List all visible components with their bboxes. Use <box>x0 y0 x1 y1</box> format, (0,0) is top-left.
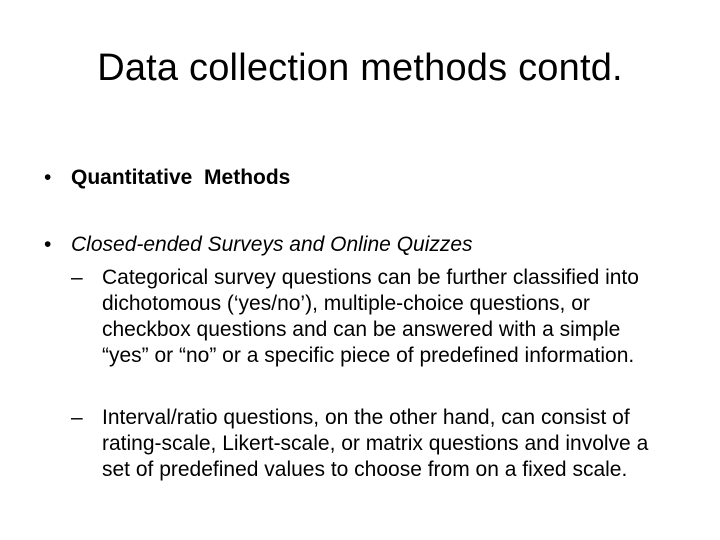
bullet-quantitative-methods <box>44 165 684 191</box>
sub-bullet-interval-ratio <box>71 405 661 483</box>
bullet-text: Closed-ended Surveys and Online Quizzes <box>71 233 473 256</box>
bullet-text: Quantitative Methods <box>71 166 291 189</box>
sub-bullet-marker: – <box>71 266 83 289</box>
bullet-marker: • <box>44 233 52 256</box>
bullet-closed-ended-surveys <box>44 232 684 258</box>
sub-bullet-categorical <box>71 265 661 369</box>
bullet-marker: • <box>44 166 52 189</box>
slide-title: Data collection methods contd. <box>97 47 623 89</box>
sub-bullet-text: Categorical survey questions can be further classified into dichotomous (‘yes/no’), multiple-choice questions, or checkbox questions and can be answered with a simple “yes” or “no” or a specific piece of predefined information. <box>102 266 639 367</box>
sub-bullet-marker: – <box>71 406 83 429</box>
sub-bullet-text: Interval/ratio questions, on the other hand, can consist of rating-scale, Likert-scale, or matrix questions and involve a set of predefined values to choose from on a fixed scale. <box>102 406 649 481</box>
